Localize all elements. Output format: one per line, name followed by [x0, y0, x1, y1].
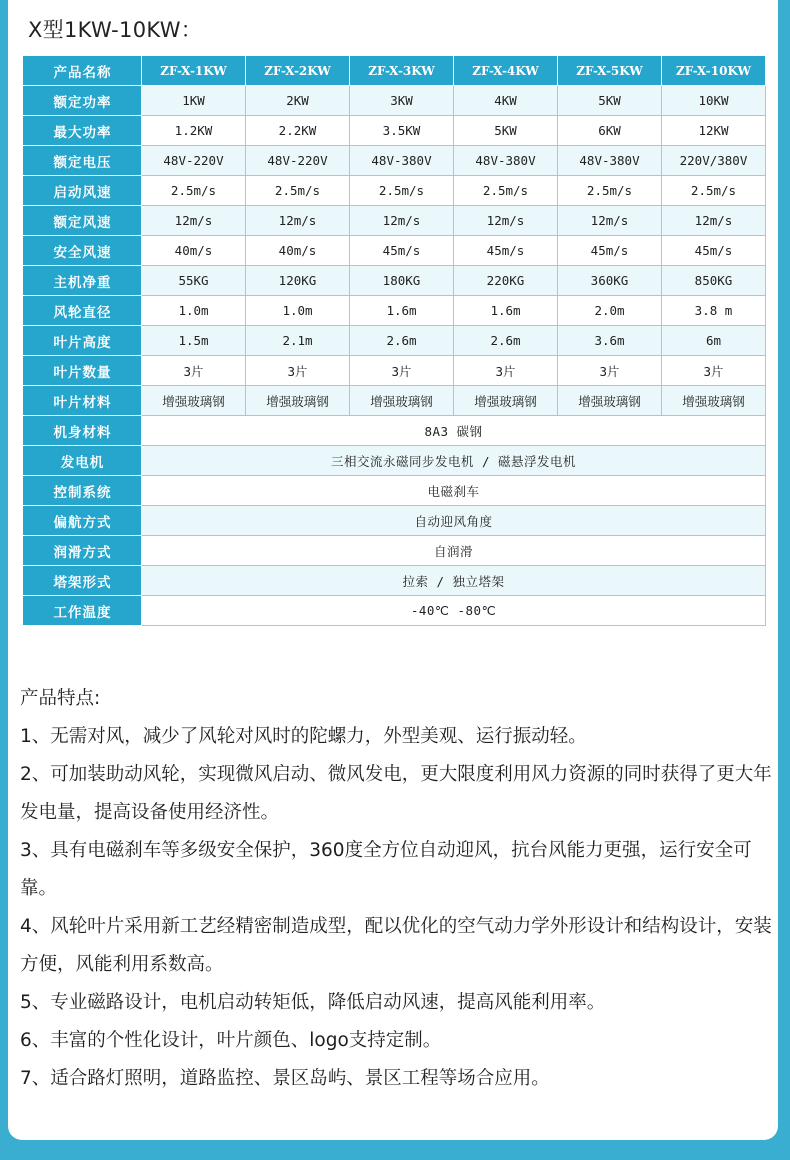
spec-cell: 1KW — [142, 86, 246, 116]
spec-row-label: 控制系统 — [24, 476, 142, 506]
spec-cell: 3片 — [662, 356, 766, 386]
spec-row — [24, 416, 766, 446]
spec-row-label: 叶片材料 — [24, 386, 142, 416]
spec-row — [24, 86, 766, 116]
spec-cell: 45m/s — [558, 236, 662, 266]
spec-cell: 45m/s — [350, 236, 454, 266]
spec-row-label: 启动风速 — [24, 176, 142, 206]
spec-cell: 2.5m/s — [246, 176, 350, 206]
spec-row-label: 工作温度 — [24, 596, 142, 626]
spec-row — [24, 296, 766, 326]
spec-row-label: 叶片数量 — [24, 356, 142, 386]
spec-cell: 增强玻璃钢 — [662, 386, 766, 416]
spec-row — [24, 146, 766, 176]
spec-row — [24, 446, 766, 476]
spec-row — [24, 266, 766, 296]
spec-cell: 1.5m — [142, 326, 246, 356]
spec-cell: 2.2KW — [246, 116, 350, 146]
model-header-cell: ZF-X-4KW — [454, 56, 558, 86]
spec-cell: 850KG — [662, 266, 766, 296]
spec-cell: 1.6m — [454, 296, 558, 326]
spec-span-cell: 自润滑 — [142, 536, 766, 566]
features-section — [20, 680, 772, 1098]
feature-item: 2、可加装助动风轮，实现微风启动、微风发电，更大限度利用风力资源的同时获得了更大年发电量，提高设备使用经济性。 — [20, 764, 772, 823]
spec-cell: 12m/s — [558, 206, 662, 236]
spec-cell: 12m/s — [350, 206, 454, 236]
spec-cell: 3KW — [350, 86, 454, 116]
spec-row-label: 额定功率 — [24, 86, 142, 116]
spec-cell: 12m/s — [454, 206, 558, 236]
spec-cell: 3片 — [558, 356, 662, 386]
spec-cell: 增强玻璃钢 — [246, 386, 350, 416]
spec-span-cell: 三相交流永磁同步发电机 / 磁悬浮发电机 — [142, 446, 766, 476]
spec-cell: 6KW — [558, 116, 662, 146]
spec-row — [24, 236, 766, 266]
spec-cell: 6m — [662, 326, 766, 356]
page-title: X型1KW-10KW： — [28, 18, 203, 42]
spec-cell: 5KW — [558, 86, 662, 116]
spec-cell: 12m/s — [662, 206, 766, 236]
spec-cell: 48V-380V — [454, 146, 558, 176]
spec-span-cell: 拉索 / 独立塔架 — [142, 566, 766, 596]
spec-cell: 2KW — [246, 86, 350, 116]
spec-row-label: 安全风速 — [24, 236, 142, 266]
model-header-cell: ZF-X-1KW — [142, 56, 246, 86]
spec-cell: 40m/s — [246, 236, 350, 266]
spec-row-label: 额定风速 — [24, 206, 142, 236]
model-header-cell: ZF-X-2KW — [246, 56, 350, 86]
spec-cell: 120KG — [246, 266, 350, 296]
spec-row — [24, 386, 766, 416]
spec-cell: 48V-220V — [142, 146, 246, 176]
spec-cell: 12KW — [662, 116, 766, 146]
spec-row — [24, 176, 766, 206]
spec-cell: 360KG — [558, 266, 662, 296]
spec-cell: 40m/s — [142, 236, 246, 266]
spec-span-cell: -40℃ -80℃ — [142, 596, 766, 626]
spec-cell: 增强玻璃钢 — [454, 386, 558, 416]
spec-cell: 45m/s — [662, 236, 766, 266]
spec-cell: 180KG — [350, 266, 454, 296]
spec-cell: 220V/380V — [662, 146, 766, 176]
spec-cell: 1.0m — [142, 296, 246, 326]
spec-cell: 12m/s — [246, 206, 350, 236]
spec-row-label: 偏航方式 — [24, 506, 142, 536]
spec-cell: 增强玻璃钢 — [558, 386, 662, 416]
feature-item: 7、适合路灯照明，道路监控、景区岛屿、景区工程等场合应用。 — [20, 1068, 550, 1089]
spec-cell: 3.5KW — [350, 116, 454, 146]
spec-row — [24, 566, 766, 596]
spec-cell: 12m/s — [142, 206, 246, 236]
feature-item: 4、风轮叶片采用新工艺经精密制造成型，配以优化的空气动力学外形设计和结构设计，安装方便，风能利用系数高。 — [20, 916, 772, 975]
spec-cell: 3.8 m — [662, 296, 766, 326]
header-label: 产品名称 — [24, 56, 142, 86]
product-spec-card — [8, 0, 778, 1140]
spec-cell: 2.5m/s — [142, 176, 246, 206]
spec-cell: 3片 — [454, 356, 558, 386]
spec-row — [24, 506, 766, 536]
spec-cell: 3.6m — [558, 326, 662, 356]
spec-cell: 1.6m — [350, 296, 454, 326]
spec-span-cell: 电磁刹车 — [142, 476, 766, 506]
spec-cell: 45m/s — [454, 236, 558, 266]
spec-row — [24, 596, 766, 626]
spec-cell: 2.6m — [350, 326, 454, 356]
spec-cell: 55KG — [142, 266, 246, 296]
spec-row — [24, 326, 766, 356]
spec-row-label: 发电机 — [24, 446, 142, 476]
spec-cell: 增强玻璃钢 — [142, 386, 246, 416]
spec-cell: 48V-380V — [558, 146, 662, 176]
model-header-cell: ZF-X-5KW — [558, 56, 662, 86]
spec-span-cell: 自动迎风角度 — [142, 506, 766, 536]
spec-cell: 2.1m — [246, 326, 350, 356]
spec-cell: 1.0m — [246, 296, 350, 326]
spec-cell: 2.5m/s — [454, 176, 558, 206]
spec-row-label: 主机净重 — [24, 266, 142, 296]
spec-row — [24, 116, 766, 146]
spec-table — [23, 55, 766, 626]
spec-cell: 3片 — [350, 356, 454, 386]
feature-item: 3、具有电磁刹车等多级安全保护，360度全方位自动迎风，抗台风能力更强，运行安全可靠。 — [20, 840, 752, 899]
spec-span-cell: 8A3 碳钢 — [142, 416, 766, 446]
spec-row-label: 最大功率 — [24, 116, 142, 146]
spec-row-label: 叶片高度 — [24, 326, 142, 356]
spec-cell: 2.6m — [454, 326, 558, 356]
spec-cell: 4KW — [454, 86, 558, 116]
spec-row-label: 额定电压 — [24, 146, 142, 176]
feature-item: 1、无需对风，减少了风轮对风时的陀螺力，外型美观、运行振动轻。 — [20, 726, 587, 747]
spec-cell: 48V-220V — [246, 146, 350, 176]
spec-cell: 3片 — [142, 356, 246, 386]
spec-header-row — [24, 56, 766, 86]
spec-row — [24, 356, 766, 386]
spec-row — [24, 476, 766, 506]
spec-cell: 220KG — [454, 266, 558, 296]
feature-item: 6、丰富的个性化设计，叶片颜色、logo支持定制。 — [20, 1030, 442, 1051]
features-heading: 产品特点: — [20, 688, 101, 709]
spec-row-label: 润滑方式 — [24, 536, 142, 566]
spec-cell: 48V-380V — [350, 146, 454, 176]
spec-row-label: 机身材料 — [24, 416, 142, 446]
model-header-cell: ZF-X-10KW — [662, 56, 766, 86]
spec-cell: 10KW — [662, 86, 766, 116]
spec-cell: 5KW — [454, 116, 558, 146]
spec-cell: 1.2KW — [142, 116, 246, 146]
spec-cell: 3片 — [246, 356, 350, 386]
spec-row-label: 风轮直径 — [24, 296, 142, 326]
spec-cell: 2.5m/s — [662, 176, 766, 206]
model-header-cell: ZF-X-3KW — [350, 56, 454, 86]
spec-cell: 2.5m/s — [350, 176, 454, 206]
spec-row — [24, 206, 766, 236]
spec-cell: 2.0m — [558, 296, 662, 326]
spec-row — [24, 536, 766, 566]
feature-item: 5、专业磁路设计，电机启动转矩低，降低启动风速，提高风能利用率。 — [20, 992, 606, 1013]
spec-cell: 增强玻璃钢 — [350, 386, 454, 416]
spec-cell: 2.5m/s — [558, 176, 662, 206]
features-list — [20, 718, 772, 1098]
spec-row-label: 塔架形式 — [24, 566, 142, 596]
